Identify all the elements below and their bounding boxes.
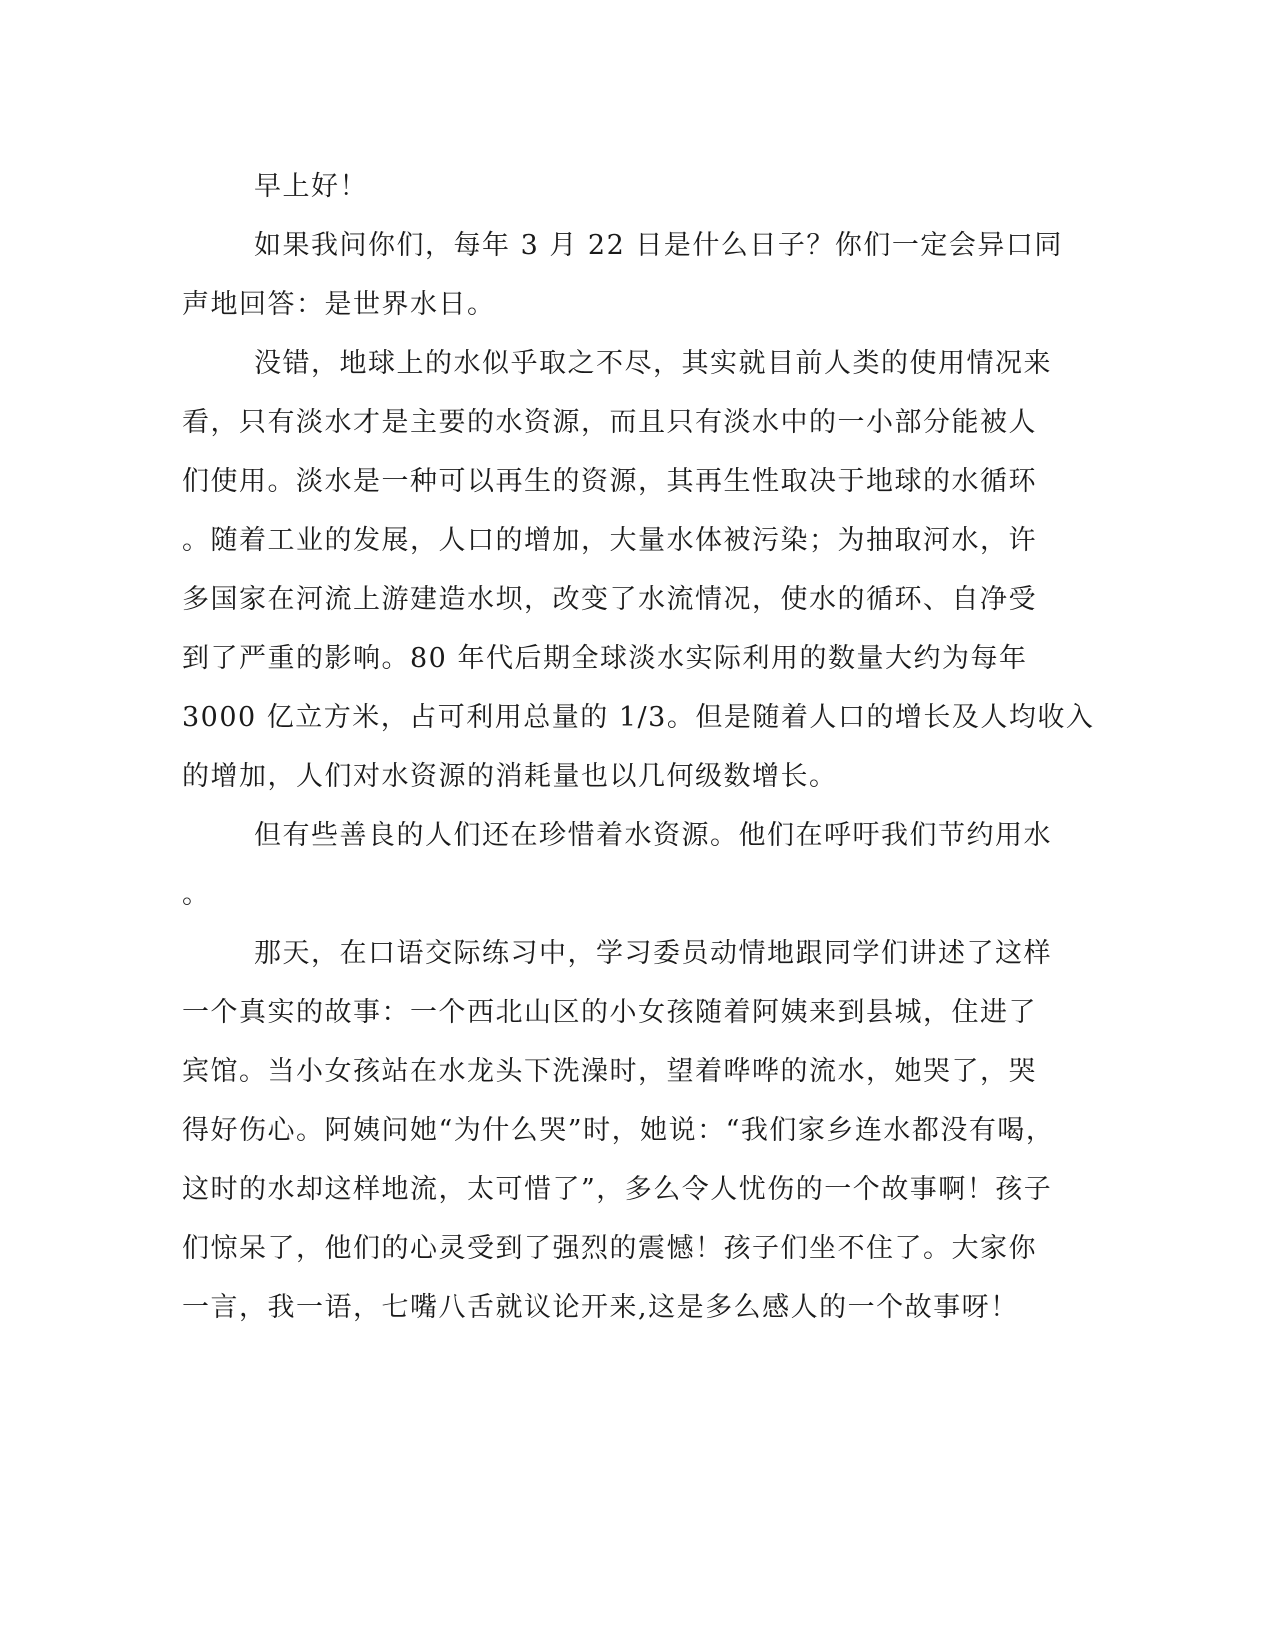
document-body (182, 157, 1095, 1337)
text-line: 得好伤心。阿姨问她“为什么哭”时，她说：“我们家乡连水都没有喝， (182, 1115, 1055, 1146)
text-line: 如果我问你们，每年 3 月 22 日是什么日子？你们一定会异口同 (254, 230, 1063, 261)
text-line: 那天，在口语交际练习中，学习委员动情地跟同学们讲述了这样 (254, 938, 1052, 969)
text-line: 但有些善良的人们还在珍惜着水资源。他们在呼吁我们节约用水 (254, 820, 1052, 851)
text-line: 声地回答：是世界水日。 (182, 289, 496, 320)
text-line: 的增加，人们对水资源的消耗量也以几何级数增长。 (182, 761, 838, 792)
text-line: 。 (182, 879, 211, 910)
text-line: 3000 亿立方米，占可利用总量的 1/3。但是随着人口的增长及人均收入 (182, 702, 1095, 733)
text-line: 看，只有淡水才是主要的水资源，而且只有淡水中的一小部分能被人 (182, 407, 1037, 438)
text-line: 一个真实的故事：一个西北山区的小女孩随着阿姨来到县城，住进了 (182, 997, 1037, 1028)
text-line: 一言，我一语，七嘴八舌就议论开来,这是多么感人的一个故事呀！ (182, 1292, 1019, 1323)
text-line: 早上好！ (254, 171, 368, 202)
text-line: 这时的水却这样地流，太可惜了”，多么令人忧伤的一个故事啊！孩子 (182, 1174, 1053, 1205)
text-line: 宾馆。当小女孩站在水龙头下洗澡时，望着哗哗的流水，她哭了，哭 (182, 1056, 1037, 1087)
text-line: 们使用。淡水是一种可以再生的资源，其再生性取决于地球的水循环 (182, 466, 1037, 497)
text-line: 多国家在河流上游建造水坝，改变了水流情况，使水的循环、自净受 (182, 584, 1037, 615)
text-line: 到了严重的影响。80 年代后期全球淡水实际利用的数量大约为每年 (182, 643, 1028, 674)
text-line: 。随着工业的发展，人口的增加，大量水体被污染；为抽取河水，许 (182, 525, 1037, 556)
text-line: 没错，地球上的水似乎取之不尽，其实就目前人类的使用情况来 (254, 348, 1052, 379)
text-line: 们惊呆了，他们的心灵受到了强烈的震憾！孩子们坐不住了。大家你 (182, 1233, 1037, 1264)
